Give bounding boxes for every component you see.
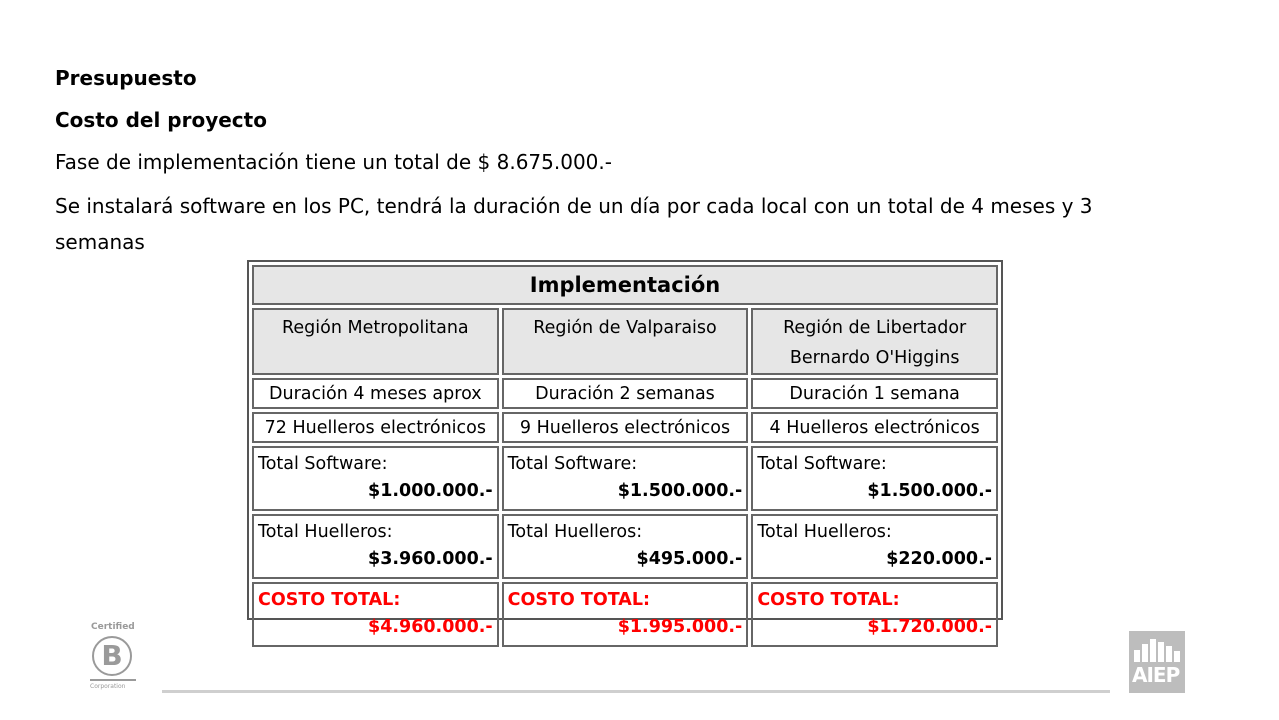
- region-name: Región Metropolitana: [252, 308, 499, 375]
- software-cost-cell: [252, 446, 499, 511]
- total-label: COSTO TOTAL:: [258, 590, 401, 610]
- logo-divider: [90, 679, 136, 681]
- duration-cell: Duración 2 semanas: [502, 378, 749, 409]
- devices-cell: 9 Huelleros electrónicos: [502, 412, 749, 443]
- duration-cell: Duración 4 meses aprox: [252, 378, 499, 409]
- software-cost-cell: [502, 446, 749, 511]
- b-corp-icon: B: [92, 636, 132, 676]
- huelleros-value: $495.000.-: [636, 549, 743, 569]
- software-value: $1.500.000.-: [617, 481, 743, 501]
- slide-heading: Presupuesto: [55, 66, 197, 90]
- huelleros-value: $220.000.-: [886, 549, 992, 569]
- huelleros-label: Total Huelleros:: [507, 522, 643, 542]
- table-title: Implementación: [252, 265, 998, 305]
- slide-subheading: Costo del proyecto: [55, 108, 267, 132]
- detail-text: Se instalará software en los PC, tendrá la duración de un día por cada local con un total de 4 meses y 3 semanas: [55, 194, 1093, 254]
- huelleros-label: Total Huelleros:: [757, 522, 892, 542]
- aiep-logo: [1129, 631, 1185, 693]
- total-cost-cell: [751, 582, 998, 647]
- huelleros-value: $3.960.000.-: [368, 549, 493, 569]
- huelleros-label: Total Huelleros:: [258, 522, 393, 542]
- total-cost-cell: [502, 582, 749, 647]
- software-value: $1.500.000.-: [867, 481, 992, 501]
- huelleros-cost-cell: [252, 514, 499, 579]
- certified-b-corporation-logo: [88, 622, 138, 692]
- implementation-table: [247, 260, 1003, 637]
- huelleros-cost-cell: [502, 514, 749, 579]
- devices-cell: 4 Huelleros electrónicos: [751, 412, 998, 443]
- phase-total-text: Fase de implementación tiene un total de $ 8.675.000.-: [55, 150, 612, 174]
- total-value: $1.995.000.-: [617, 617, 743, 637]
- certified-text: Certified: [91, 622, 135, 632]
- buildings-icon: [1134, 636, 1180, 662]
- software-label: Total Software:: [258, 454, 388, 474]
- total-cost-cell: [252, 582, 499, 647]
- footer-divider: [162, 690, 1110, 693]
- software-label: Total Software:: [507, 454, 638, 474]
- total-value: $4.960.000.-: [368, 617, 493, 637]
- total-value: $1.720.000.-: [867, 617, 992, 637]
- region-name: Región de Libertador Bernardo O'Higgins: [751, 308, 998, 375]
- software-value: $1.000.000.-: [368, 481, 493, 501]
- total-label: COSTO TOTAL:: [757, 590, 900, 610]
- corporation-text: Corporation: [90, 683, 126, 690]
- huelleros-cost-cell: [751, 514, 998, 579]
- aiep-logo-text: AIEP: [1132, 663, 1180, 687]
- total-label: COSTO TOTAL:: [507, 590, 650, 610]
- software-label: Total Software:: [757, 454, 887, 474]
- duration-cell: Duración 1 semana: [751, 378, 998, 409]
- region-name: Región de Valparaiso: [502, 308, 749, 375]
- devices-cell: 72 Huelleros electrónicos: [252, 412, 499, 443]
- software-cost-cell: [751, 446, 998, 511]
